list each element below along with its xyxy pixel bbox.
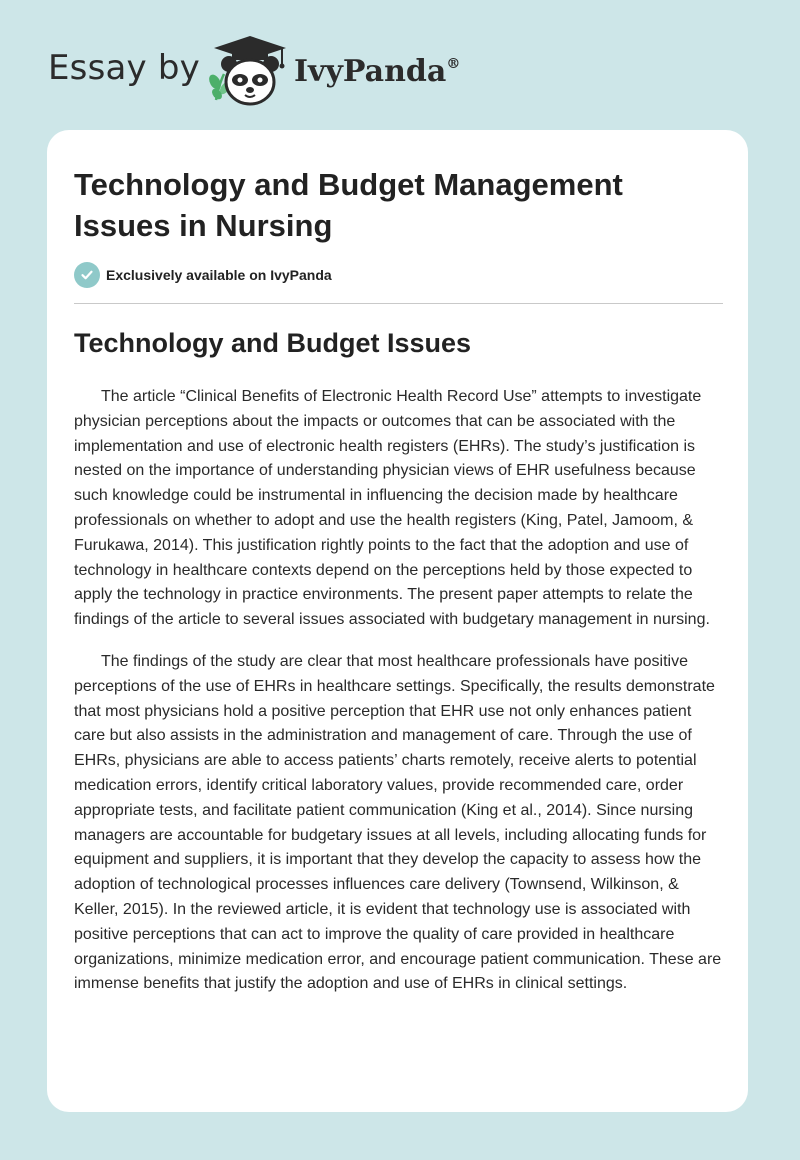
essay-by-label: Essay by bbox=[48, 48, 200, 88]
essay-body bbox=[74, 385, 726, 1014]
brand-text: IvyPanda bbox=[294, 54, 447, 89]
paragraph: The findings of the study are clear that most healthcare professionals have positive perceptions of the use of EHRs in healthcare settings. Specifically, the results demonstrate that most physicians hold a positive perception that EHR use not only enhances patient care but also assists in the administration and management of care. Through the use of EHRs, physicians are able to access patients’ charts remotely, receive alerts to potential medication errors, identify critical laboratory values, provide recommended care, order appropriate tests, and facilitate patient communication (King et al., 2014). Since nursing managers are accountable for budgetary issues at all levels, including allocating funds for equipment and suppliers, it is important that they develop the capacity to assess how the adoption of technological processes influences care delivery (Townsend, Wilkinson, & Keller, 2015). In the reviewed article, it is evident that technology use is associated with positive perceptions that can act to improve the quality of care provided in healthcare organizations, minimize medication error, and encourage patient communication. These are immense benefits that justify the adoption and use of EHRs in clinical settings. bbox=[74, 652, 722, 993]
check-circle-icon bbox=[74, 262, 100, 288]
exclusive-badge-text: Exclusively available on IvyPanda bbox=[106, 267, 332, 283]
page-title: Technology and Budget Management Issues in Nursing bbox=[74, 167, 623, 243]
exclusive-badge bbox=[74, 262, 332, 288]
panda-graduate-icon[interactable] bbox=[202, 30, 292, 110]
paragraph: The article “Clinical Benefits of Electronic Health Record Use” attempts to investigate physician perceptions about the impacts or outcomes that can be associated with the implementation and use of electronic health registers (EHRs). The study’s justification is nested on the importance of understanding physician views of EHR usefulness because such knowledge could be instrumental in influencing the decision made by healthcare professionals on whether to adopt and use the health registers (King, Patel, Jamoom, & Furukawa, 2014). This justification rightly points to the fact that the adoption and use of technology in healthcare contexts depend on the perceptions held by those expected to apply the technology in practice environments. The present paper attempts to relate the findings of the article to several issues associated with budgetary management in nursing. bbox=[74, 388, 710, 629]
site-header bbox=[48, 30, 748, 110]
registered-mark: ® bbox=[446, 56, 461, 72]
brand-name[interactable] bbox=[294, 54, 460, 89]
essay-card bbox=[47, 130, 748, 1112]
section-heading: Technology and Budget Issues bbox=[74, 328, 472, 358]
divider bbox=[74, 303, 723, 304]
